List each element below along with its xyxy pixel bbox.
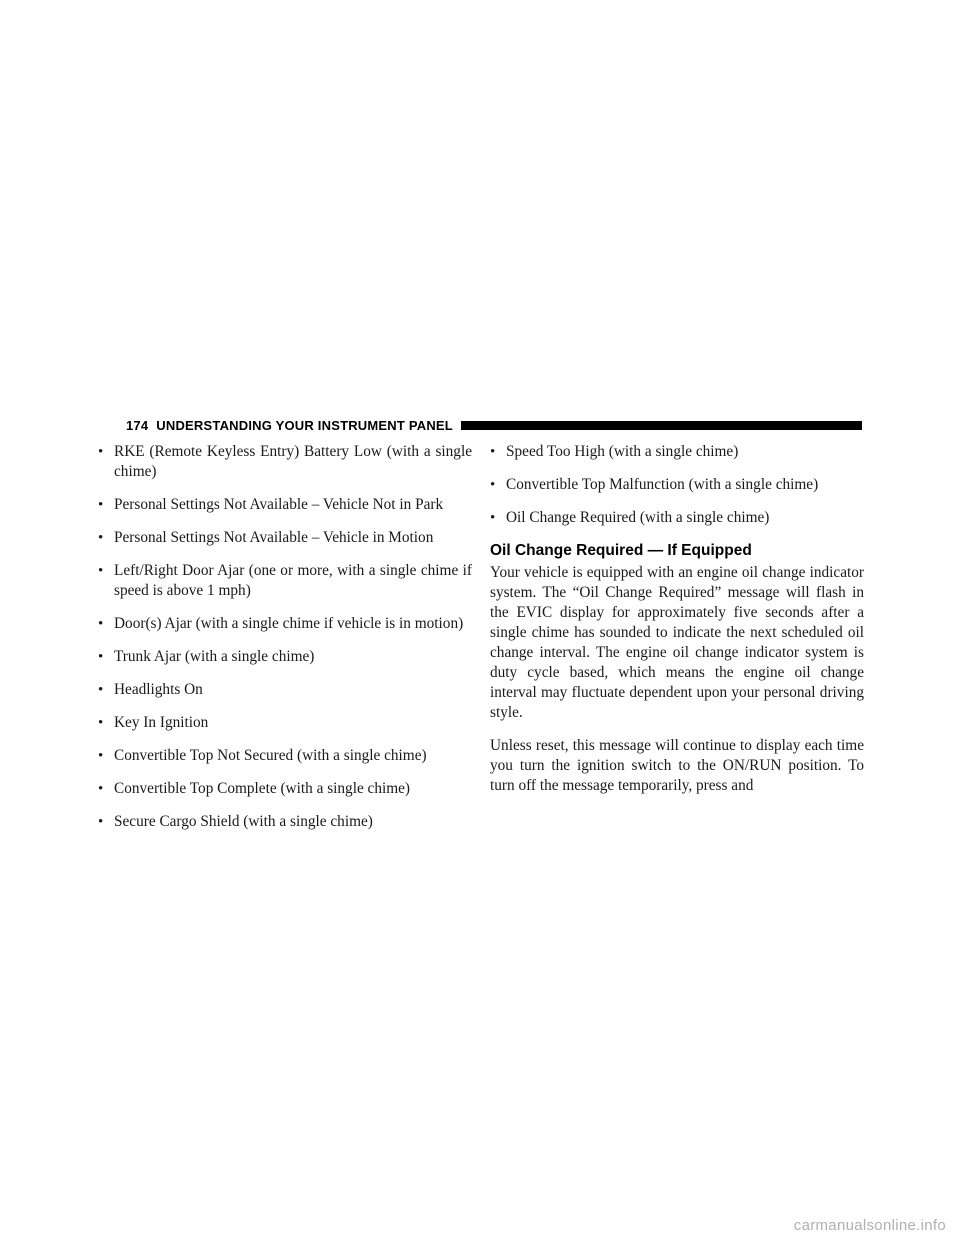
right-column [490,442,864,809]
list-item: • Personal Settings Not Available – Vehicle Not in Park [98,495,472,515]
oil-change-heading: Oil Change Required — If Equipped [490,542,752,559]
list-item: • Oil Change Required (with a single chime) [490,508,864,528]
page-header [126,416,862,434]
list-item: • Key In Ignition [98,713,472,733]
list-item: • RKE (Remote Keyless Entry) Battery Low (with a single chime) [98,442,472,482]
list-item: • Secure Cargo Shield (with a single chime) [98,812,472,832]
list-item: • Personal Settings Not Available – Vehicle in Motion [98,528,472,548]
oil-change-paragraph-2: Unless reset, this message will continue to display each time you turn the ignition switch to the ON/RUN position. To turn off the message temporarily, press and [490,737,864,794]
list-item: • Headlights On [98,680,472,700]
list-item: • Convertible Top Malfunction (with a single chime) [490,475,864,495]
list-item: • Trunk Ajar (with a single chime) [98,647,472,667]
list-item: • Convertible Top Not Secured (with a single chime) [98,746,472,766]
oil-change-paragraph-1: Your vehicle is equipped with an engine oil change indicator system. The “Oil Change Required” message will flash in the EVIC display for approximately five seconds after a single chime has sounded to indicate the next scheduled oil change interval. The engine oil change indicator system is duty cycle based, which means the engine oil change interval may fluctuate dependent upon your personal driving style. [490,564,864,721]
watermark: carmanualsonline.info [793,1217,946,1234]
section-title: UNDERSTANDING YOUR INSTRUMENT PANEL [156,417,453,433]
right-bullet-list [490,442,864,528]
list-item: • Left/Right Door Ajar (one or more, with a single chime if speed is above 1 mph) [98,561,472,601]
list-item: • Convertible Top Complete (with a single chime) [98,779,472,799]
header-rule [461,421,862,430]
left-bullet-list [98,442,472,832]
list-item: • Speed Too High (with a single chime) [490,442,864,462]
page-number: 174 [126,417,149,433]
list-item: • Door(s) Ajar (with a single chime if vehicle is in motion) [98,614,472,634]
left-column [98,442,472,845]
